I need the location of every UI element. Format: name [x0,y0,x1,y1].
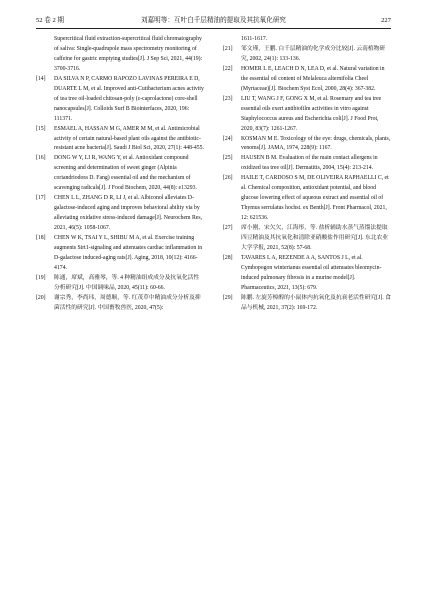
reference-item [223,95,391,135]
reference-number: [20] [36,294,46,301]
reference-column-left [36,35,204,314]
reference-number: [14] [36,75,46,82]
reference-column-right [223,35,391,314]
reference-text: 陈鹏. 左旋芳樟醇的小鼠体内抗氧化及抗衰老活性研究[J]. 食品与机械, 2021, 37(2): 169-172. [241,294,391,311]
reference-item [223,224,391,254]
reference-text: TAVARES L A, REZENDE A A, SANTOS J L, et al. Cymbopogon winterianus essential oil attenuates bleomycin-induced pulmonary fibrosis in a murine model[J]. Pharmaceutics, 2021, 13(5): 679. [241,254,382,291]
reference-text: 谢宗秀，李尚玮，周德顺，等. 红茂草中精油成分分析及抑菌活性的研究[J]. 中国畜牧兽医, 2020, 47(5): [54,294,201,311]
reference-text: 邹文瑾，王鹏. 白千层精油的化学成分比较[J]. 云南植物研究, 2002, 24(1): 133-136. [241,45,386,62]
reference-number: [22] [223,65,233,72]
reference-item [223,174,391,224]
reference-text: 1611-1617. [241,36,268,42]
reference-text: HOMER L E, LEACH D N, LEA D, et al. Natural variation in the essential oil content of Melaleuca alternifolia Cheel (Myrtaceae)[J]. Biochem Syst Ecol, 2000, 28(4): 367-382. [241,65,385,92]
reference-number: [19] [36,274,46,281]
reference-item [36,194,204,234]
reference-number: [18] [36,235,46,242]
reference-text: HAUSEN B M. Evaluation of the main contact allergens in oxidized tea tree oil[J]. Dermatitis, 2004, 15(4): 213-214. [241,155,378,172]
running-header [36,14,391,29]
reference-text: ESMAEL A, HASSAN M G, AMER M M, et al. Antimicrobial activity of certain natural-based plant oils against the antibiotic-resistant acne bacteria[J]. Saudi J Biol Sci, 2020, 27(1): 448-455. [54,125,204,152]
reference-item [36,234,204,274]
reference-item [36,154,204,194]
reference-item [223,135,391,155]
reference-item [223,45,391,65]
reference-item [223,254,391,294]
reference-text: CHEN W K, TSAI Y L, SHIBU M A, et al. Exercise training augments Sirt1-signaling and attenuates cardiac inflammation in D-galactose induced-aging rats[J]. Aging, 2018, 10(12): 4166-4174. [54,235,203,271]
reference-text: 席小刚，宋欠欠，江海彤，等. 盐析辅助水蒸气蒸馏法提取四豆精油及其抗氧化和清除亚硝酸盐作用研究[J]. 东北农业大学学报, 2021, 52(8): 57-68. [241,225,388,252]
reference-number: [29] [223,294,233,301]
reference-text: DONG W Y, LI R, WANG Y, et al. Antioxidant compound screening and determination of sweet ginger (Alpinia coriandriodora D. Fang) essential oil and the mechanism of scavenging radicals[J]. J Food Biochem, 2020, 44(8): e13293. [54,155,197,192]
reference-number: [23] [223,95,233,102]
reference-item [36,35,204,75]
reference-text: KOSMAN M E. Toxicology of the eye: drugs, chemicals, plants, venoms[J]. JAMA, 1974, 228(9): 1167. [241,135,391,152]
reference-text: LIU T, WANG J F, GONG X M, et al. Rosemary and tea tree essential oils exert antibiofilm activities in vitro against Staphylococcus aureus and Escherichia coli[J]. J Food Prot, 2020, 83(7): 1261-1267. [241,95,382,132]
reference-text: CHEN L L, ZHANG D R, LI J, et al. Albiconol alleviates D-galactose-induced aging and improves behavioral ability via by alleviating oxidative stress-induced damage[J]. Neurochem Res, 2021, 46(5): 1058-1067. [54,195,203,232]
reference-number: [15] [36,125,46,132]
reference-item [223,35,391,45]
page-number: 227 [381,17,391,24]
reference-item [36,75,204,125]
reference-number: [25] [223,155,233,162]
reference-text: 陈通，席斌，高雅琴，等. 4 种精油组成成分及抗氧化活性分析研究[J]. 中国调味品, 2020, 45(11): 60-66. [54,274,200,291]
reference-item [36,294,204,314]
reference-text: Supercritical fluid extraction-supercritical fluid chromatography of saliva: Single-quadrupole mass spectrometry monitoring of caffeine for gastric emptying studies[J]. J Sep Sci, 2021, 44(19): 3700-3716. [54,36,203,72]
reference-number: [27] [223,225,233,232]
reference-number: [26] [223,175,233,182]
reference-item [36,125,204,155]
reference-item [223,154,391,174]
reference-text: DA SILVA N P, CARMO RAPOZO LAVINAS PEREIRA E D, DUARTE L M, et al. Improved anti-Cutibacterium acnes activity of tea tree oil-loaded chitosan-poly (ε-caprolactone) core-shell nanocapsules[J]. Colloids Surf B Biointerfaces, 2020, 196: 111371. [54,75,204,122]
article-running-title: 刘嘉明等：互叶白千层精油的提取及其抗氧化研究 [140,17,287,24]
reference-item [223,294,391,314]
reference-number: [24] [223,135,233,142]
reference-number: [21] [223,45,233,52]
reference-text: HAILE T, CARDOSO S M, DE OLIVEIRA RAPHAELLI C, et al. Chemical composition, antioxidant potential, and blood glucose lowering effect of aqueous extract and essential oil of Thymus serrulatus hochst. ex Benth[J]. Front Pharmacol, 2021, 12: 621536. [241,175,389,222]
journal-volume-issue: 52 卷 2 期 [36,17,65,24]
reference-item [223,65,391,95]
reference-item [36,274,204,294]
reference-number: [17] [36,195,46,202]
reference-number: [16] [36,155,46,162]
reference-number: [28] [223,254,233,261]
